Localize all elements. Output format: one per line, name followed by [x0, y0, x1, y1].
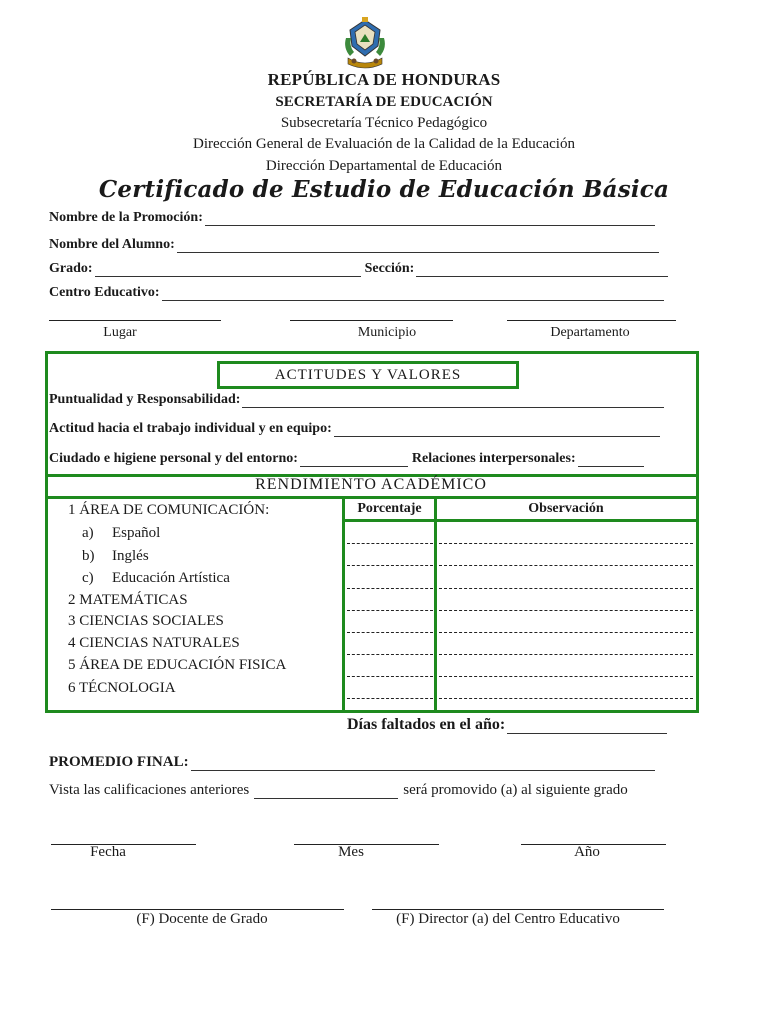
department-caption: Departamento — [550, 325, 630, 340]
school-blank[interactable] — [162, 288, 664, 301]
director-signature-line[interactable] — [372, 909, 664, 910]
attitudes-title-box — [217, 361, 519, 389]
promotion-name-blank[interactable] — [205, 213, 655, 226]
grade-label: Grado: — [49, 261, 93, 276]
relations-label: Relaciones interpersonales: — [411, 451, 576, 466]
observation-entry-line[interactable] — [439, 543, 693, 544]
school-field[interactable] — [49, 285, 664, 301]
department-blank[interactable] — [507, 320, 676, 321]
student-name-label: Nombre del Alumno: — [49, 237, 175, 252]
section-blank[interactable] — [416, 264, 668, 277]
punctuality-field[interactable] — [49, 392, 664, 408]
subject-english — [82, 548, 149, 565]
subject-english-letter: b) — [82, 548, 95, 564]
student-name-blank[interactable] — [177, 240, 659, 253]
place-caption: Lugar — [103, 325, 137, 340]
hygiene-label: Ciudado e higiene personal y del entorno: — [49, 451, 298, 466]
grade-blank[interactable] — [95, 264, 361, 277]
percentage-entry-line[interactable] — [347, 543, 433, 544]
observation-entry-line[interactable] — [439, 632, 693, 633]
absences-label: Días faltados en el año: — [347, 716, 506, 733]
year-caption: Año — [574, 844, 600, 860]
final-average-field[interactable] — [49, 754, 655, 771]
attitudes-title: ACTITUDES Y VALORES — [274, 367, 462, 383]
relations-blank[interactable] — [578, 454, 644, 467]
percentage-column-header: Porcentaje — [357, 501, 422, 516]
section-label: Sección: — [364, 261, 415, 276]
school-label: Centro Educativo: — [49, 285, 160, 300]
date-caption: Fecha — [90, 844, 126, 860]
observation-column-header: Observación — [528, 501, 604, 516]
ministry-heading: SECRETARÍA DE EDUCACIÓN — [275, 94, 493, 110]
teacher-signature-caption: (F) Docente de Grado — [136, 911, 268, 927]
student-name-field[interactable] — [49, 237, 659, 253]
observation-entry-line[interactable] — [439, 565, 693, 566]
absences-blank[interactable] — [507, 720, 667, 734]
honduras-coat-of-arms-icon — [340, 16, 390, 70]
municipality-caption: Municipio — [357, 325, 417, 340]
departmental-directorate-line: Dirección Departamental de Educación — [265, 158, 503, 174]
absences-field[interactable] — [347, 716, 667, 734]
hygiene-relations-row — [49, 451, 644, 467]
observation-entry-line[interactable] — [439, 654, 693, 655]
observation-entry-line[interactable] — [439, 676, 693, 677]
subject-social-sciences: 3 CIENCIAS SOCIALES — [68, 613, 224, 629]
final-average-blank[interactable] — [191, 758, 655, 771]
work-attitude-blank[interactable] — [334, 424, 660, 437]
observation-entry-line[interactable] — [439, 610, 693, 611]
subject-mathematics: 2 MATEMÁTICAS — [68, 592, 188, 608]
percentage-entry-line[interactable] — [347, 588, 433, 589]
place-blank[interactable] — [49, 320, 221, 321]
table-header-underline — [342, 519, 699, 522]
teacher-signature-line[interactable] — [51, 909, 344, 910]
subsecretary-line: Subsecretaría Técnico Pedagógico — [280, 115, 488, 131]
work-attitude-field[interactable] — [49, 421, 660, 437]
subject-spanish-name: Español — [112, 525, 161, 541]
subject-spanish-letter: a) — [82, 525, 94, 541]
municipality-blank[interactable] — [290, 320, 453, 321]
hygiene-blank[interactable] — [300, 454, 408, 467]
statement-end: será promovido (a) al siguiente grado — [403, 782, 628, 798]
table-top-line — [45, 496, 699, 499]
work-attitude-label: Actitud hacia el trabajo individual y en equipo: — [49, 421, 332, 436]
communication-area: 1 ÁREA DE COMUNICACIÓN: — [68, 502, 270, 518]
percentage-entry-line[interactable] — [347, 698, 433, 699]
subject-spanish — [82, 525, 160, 542]
percentage-entry-line[interactable] — [347, 676, 433, 677]
promotion-name-field[interactable] — [49, 210, 655, 226]
promotion-grade-blank[interactable] — [254, 786, 398, 799]
subject-physical-education: 5 ÁREA DE EDUCACIÓN FISICA — [68, 657, 287, 673]
subjects-column-divider — [342, 496, 345, 710]
subject-arts-letter: c) — [82, 570, 94, 586]
certificate-title: Certificado de Estudio de Educación Básica — [98, 176, 670, 203]
percentage-entry-line[interactable] — [347, 565, 433, 566]
subject-english-name: Inglés — [112, 548, 149, 564]
observation-entry-line[interactable] — [439, 588, 693, 589]
subject-natural-sciences: 4 CIENCIAS NATURALES — [68, 635, 240, 651]
punctuality-label: Puntualidad y Responsabilidad: — [49, 392, 241, 407]
month-caption: Mes — [338, 844, 364, 860]
promotion-name-label: Nombre de la Promoción: — [49, 210, 203, 225]
statement-start: Vista las calificaciones anteriores — [49, 782, 250, 798]
grade-section-row — [49, 261, 668, 277]
final-average-label: PROMEDIO FINAL: — [49, 754, 189, 770]
observation-entry-line[interactable] — [439, 698, 693, 699]
promotion-statement — [49, 782, 628, 799]
subject-arts-name: Educación Artística — [112, 570, 230, 586]
directorate-general-line: Dirección General de Evaluación de la Calidad de la Educación — [193, 136, 575, 152]
percentage-column-divider — [434, 496, 437, 710]
academic-performance-title: RENDIMIENTO ACADÉMICO — [255, 476, 487, 493]
director-signature-caption: (F) Director (a) del Centro Educativo — [396, 911, 620, 927]
percentage-entry-line[interactable] — [347, 632, 433, 633]
subject-technology: 6 TÉCNOLOGIA — [68, 680, 176, 696]
punctuality-blank[interactable] — [242, 395, 664, 408]
subject-arts — [82, 570, 230, 587]
percentage-entry-line[interactable] — [347, 654, 433, 655]
percentage-entry-line[interactable] — [347, 610, 433, 611]
country-heading: REPÚBLICA DE HONDURAS — [267, 70, 501, 89]
